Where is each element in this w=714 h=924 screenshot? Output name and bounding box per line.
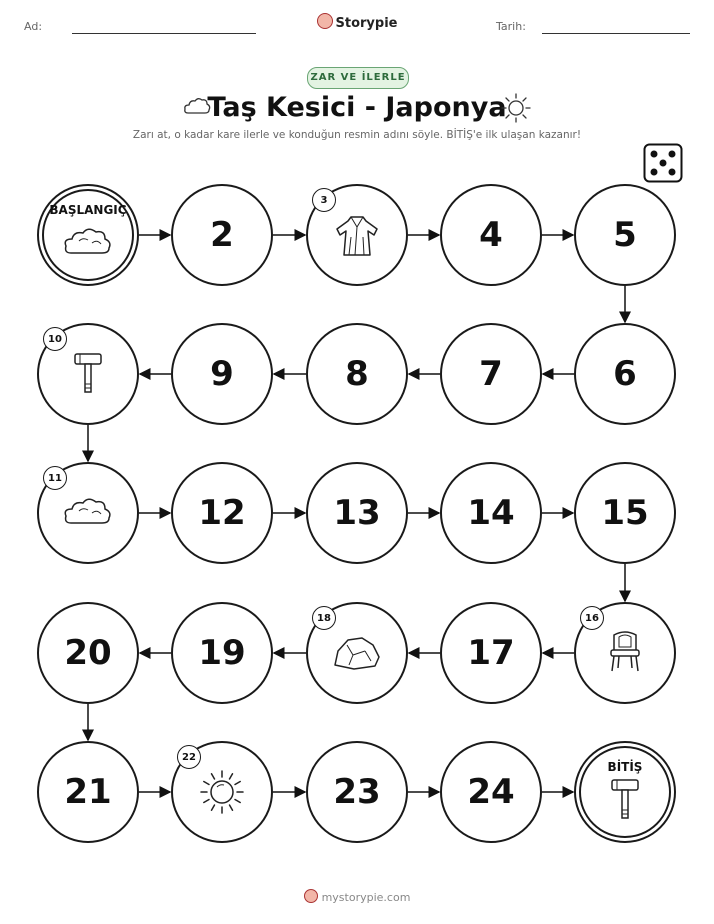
- board-space-4: [440, 184, 542, 286]
- board-space-21: [37, 741, 139, 843]
- space-number: 6: [613, 354, 637, 394]
- board-space-3: [306, 184, 408, 286]
- start-label: BAŞLANGIÇ: [49, 203, 127, 217]
- space-number: 21: [64, 772, 112, 812]
- hammer-icon: [576, 743, 674, 841]
- footer: [0, 889, 714, 904]
- board-space-20: [37, 602, 139, 704]
- page-title: Taş Kesici - Japonya: [207, 92, 507, 123]
- board-space-6: [574, 323, 676, 425]
- board-space-7: [440, 323, 542, 425]
- start-space: [37, 184, 139, 286]
- space-number: 13: [333, 493, 381, 533]
- board-space-8: [306, 323, 408, 425]
- space-number-badge: 18: [312, 606, 336, 630]
- space-number: 7: [479, 354, 503, 394]
- board-space-23: [306, 741, 408, 843]
- board-space-14: [440, 462, 542, 564]
- board-space-10: [37, 323, 139, 425]
- name-label: Ad:: [24, 20, 43, 33]
- activity-tag: ZAR VE İLERLE: [307, 67, 409, 89]
- space-number: 5: [613, 215, 637, 255]
- space-number: 2: [210, 215, 234, 255]
- space-number-badge: 3: [312, 188, 336, 212]
- space-number: 17: [467, 633, 515, 673]
- board-space-19: [171, 602, 273, 704]
- space-number: 15: [601, 493, 649, 533]
- cloud-icon: [39, 186, 137, 284]
- board-space-24: [440, 741, 542, 843]
- footer-url: mystorypie.com: [321, 891, 411, 904]
- board-space-11: [37, 462, 139, 564]
- space-number: 12: [198, 493, 246, 533]
- space-number: 4: [479, 215, 503, 255]
- board-space-15: [574, 462, 676, 564]
- space-number-badge: 11: [43, 466, 67, 490]
- space-number: 14: [467, 493, 515, 533]
- space-number: 9: [210, 354, 234, 394]
- board-space-13: [306, 462, 408, 564]
- space-number: 24: [467, 772, 515, 812]
- date-label: Tarih:: [496, 20, 526, 33]
- space-number-badge: 16: [580, 606, 604, 630]
- brand-name: Storypie: [335, 16, 398, 31]
- space-number: 8: [345, 354, 369, 394]
- finish-label: BİTİŞ: [607, 760, 643, 774]
- board-space-18: [306, 602, 408, 704]
- space-number: 23: [333, 772, 381, 812]
- board-space-9: [171, 323, 273, 425]
- finish-space: [574, 741, 676, 843]
- space-number-badge: 10: [43, 327, 67, 351]
- board-space-22: [171, 741, 273, 843]
- space-number-badge: 22: [177, 745, 201, 769]
- space-number: 20: [64, 633, 112, 673]
- board-space-17: [440, 602, 542, 704]
- board-space-16: [574, 602, 676, 704]
- instructions: Zarı at, o kadar kare ilerle ve konduğun resmin adını söyle. BİTİŞ'e ilk ulaşan kazanır!: [132, 129, 582, 141]
- board-space-2: [171, 184, 273, 286]
- space-number: 19: [198, 633, 246, 673]
- board-space-12: [171, 462, 273, 564]
- board-space-5: [574, 184, 676, 286]
- storypie-logo-icon: [304, 889, 318, 903]
